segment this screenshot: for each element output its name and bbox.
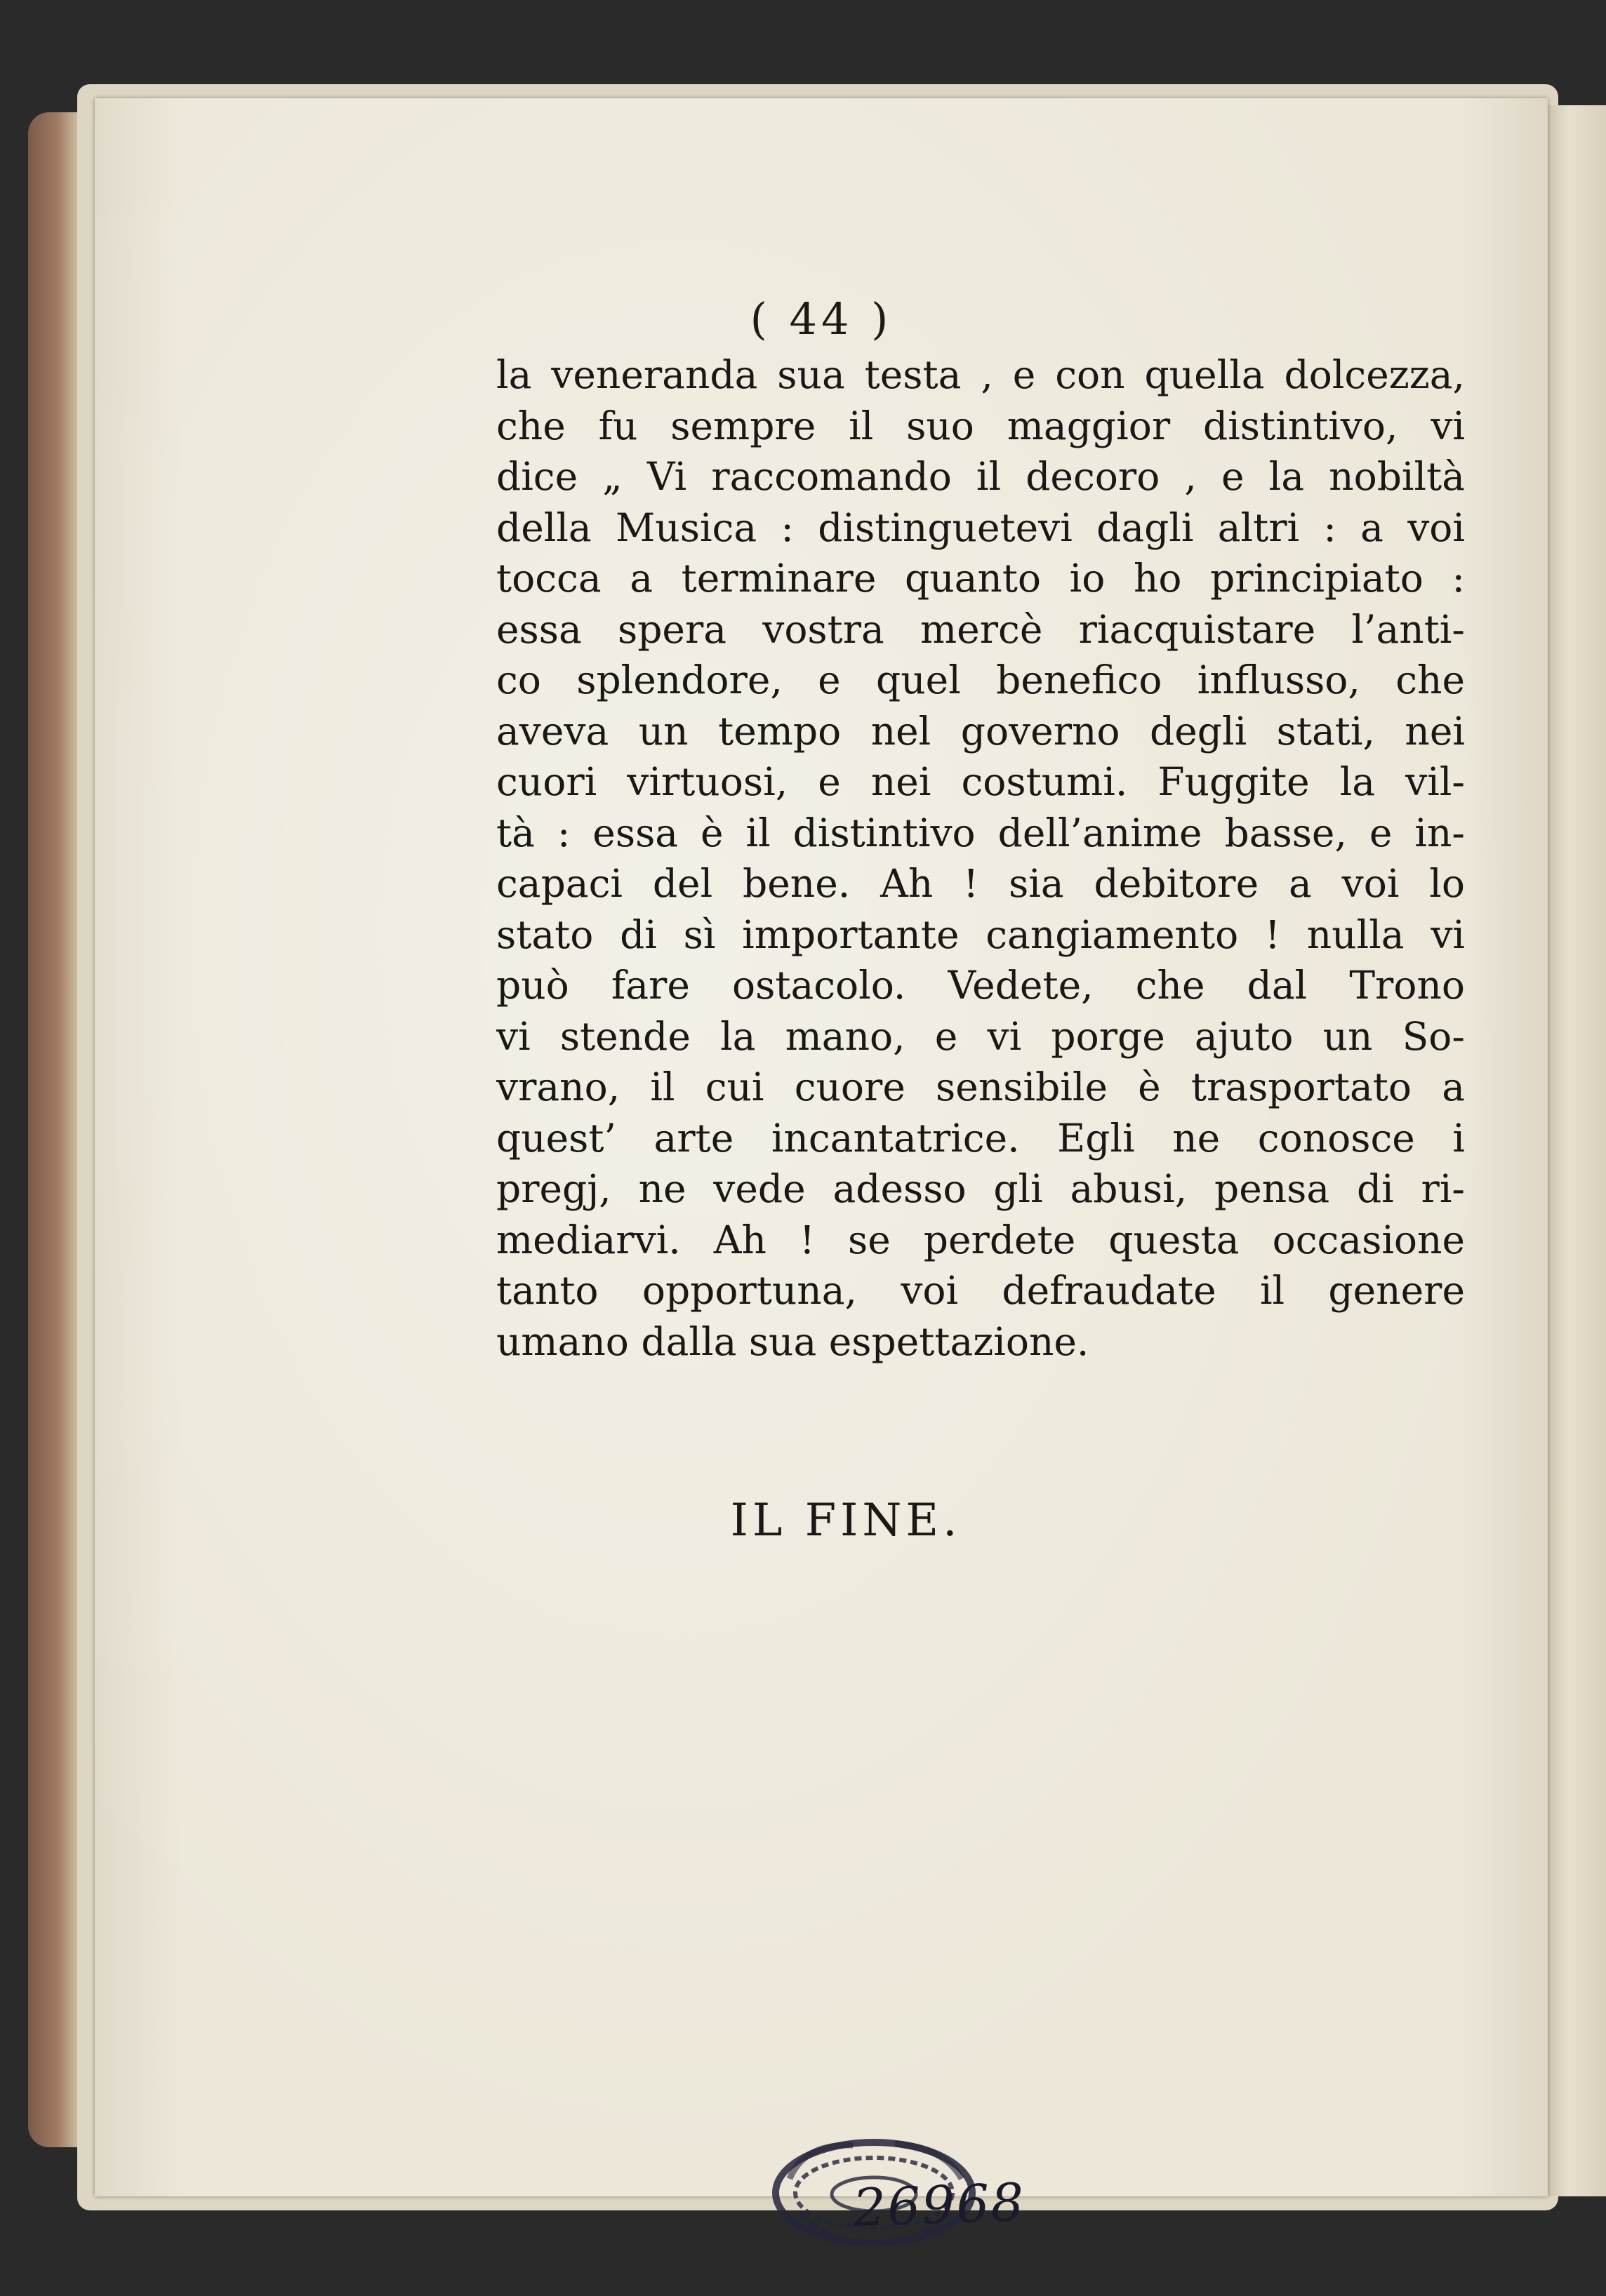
text-line: tanto opportuna, voi defraudate il genere bbox=[496, 1268, 1465, 1313]
text-line: cuori virtuosi, e nei costumi. Fuggite la vil- bbox=[496, 759, 1465, 804]
text-line: vrano, il cui cuore sensibile è trasportato a bbox=[496, 1064, 1465, 1109]
text-line: può fare ostacolo. Vedete, che dal Trono bbox=[496, 963, 1465, 1008]
text-line: dice „ Vi raccomando il decoro , e la nobiltà bbox=[496, 454, 1465, 499]
text-line: capaci del bene. Ah ! sia debitore a voi lo bbox=[496, 861, 1465, 906]
text-line: tà : essa è il distintivo dell’anime basse, e in- bbox=[496, 810, 1465, 855]
body-text bbox=[496, 349, 1465, 1367]
finis-heading: IL FINE. bbox=[730, 1495, 962, 1547]
text-line: vi stende la mano, e vi porge ajuto un So- bbox=[496, 1013, 1465, 1059]
text-line: umano dalla sua espettazione. bbox=[496, 1319, 1089, 1364]
text-line: tocca a terminare quanto io ho principiato : bbox=[496, 556, 1465, 601]
text-line: la veneranda sua testa , e con quella dolcezza, bbox=[496, 352, 1465, 397]
book-page bbox=[95, 98, 1548, 2239]
facing-page-edge bbox=[1544, 105, 1606, 2196]
text-line: stato di sì importante cangiamento ! nulla vi bbox=[496, 912, 1465, 957]
text-line: essa spera vostra mercè riacquistare l’anti- bbox=[496, 606, 1465, 652]
text-line: co splendore, e quel benefico influsso, che bbox=[496, 658, 1465, 702]
shelfmark-number: 26968 bbox=[851, 2172, 1026, 2239]
text-line: della Musica : distinguetevi dagli altri : a voi bbox=[496, 505, 1465, 550]
text-line: quest’ arte incantatrice. Egli ne conosce i bbox=[496, 1115, 1465, 1161]
text-line: che fu sempre il suo maggior distintivo, vi bbox=[496, 403, 1465, 448]
page-number: ( 44 ) bbox=[750, 293, 893, 345]
text-line: aveva un tempo nel governo degli stati, nei bbox=[496, 708, 1465, 754]
text-line: mediarvi. Ah ! se perdete questa occasione bbox=[496, 1217, 1465, 1262]
text-line: pregj, ne vede adesso gli abusi, pensa di ri- bbox=[496, 1166, 1465, 1211]
